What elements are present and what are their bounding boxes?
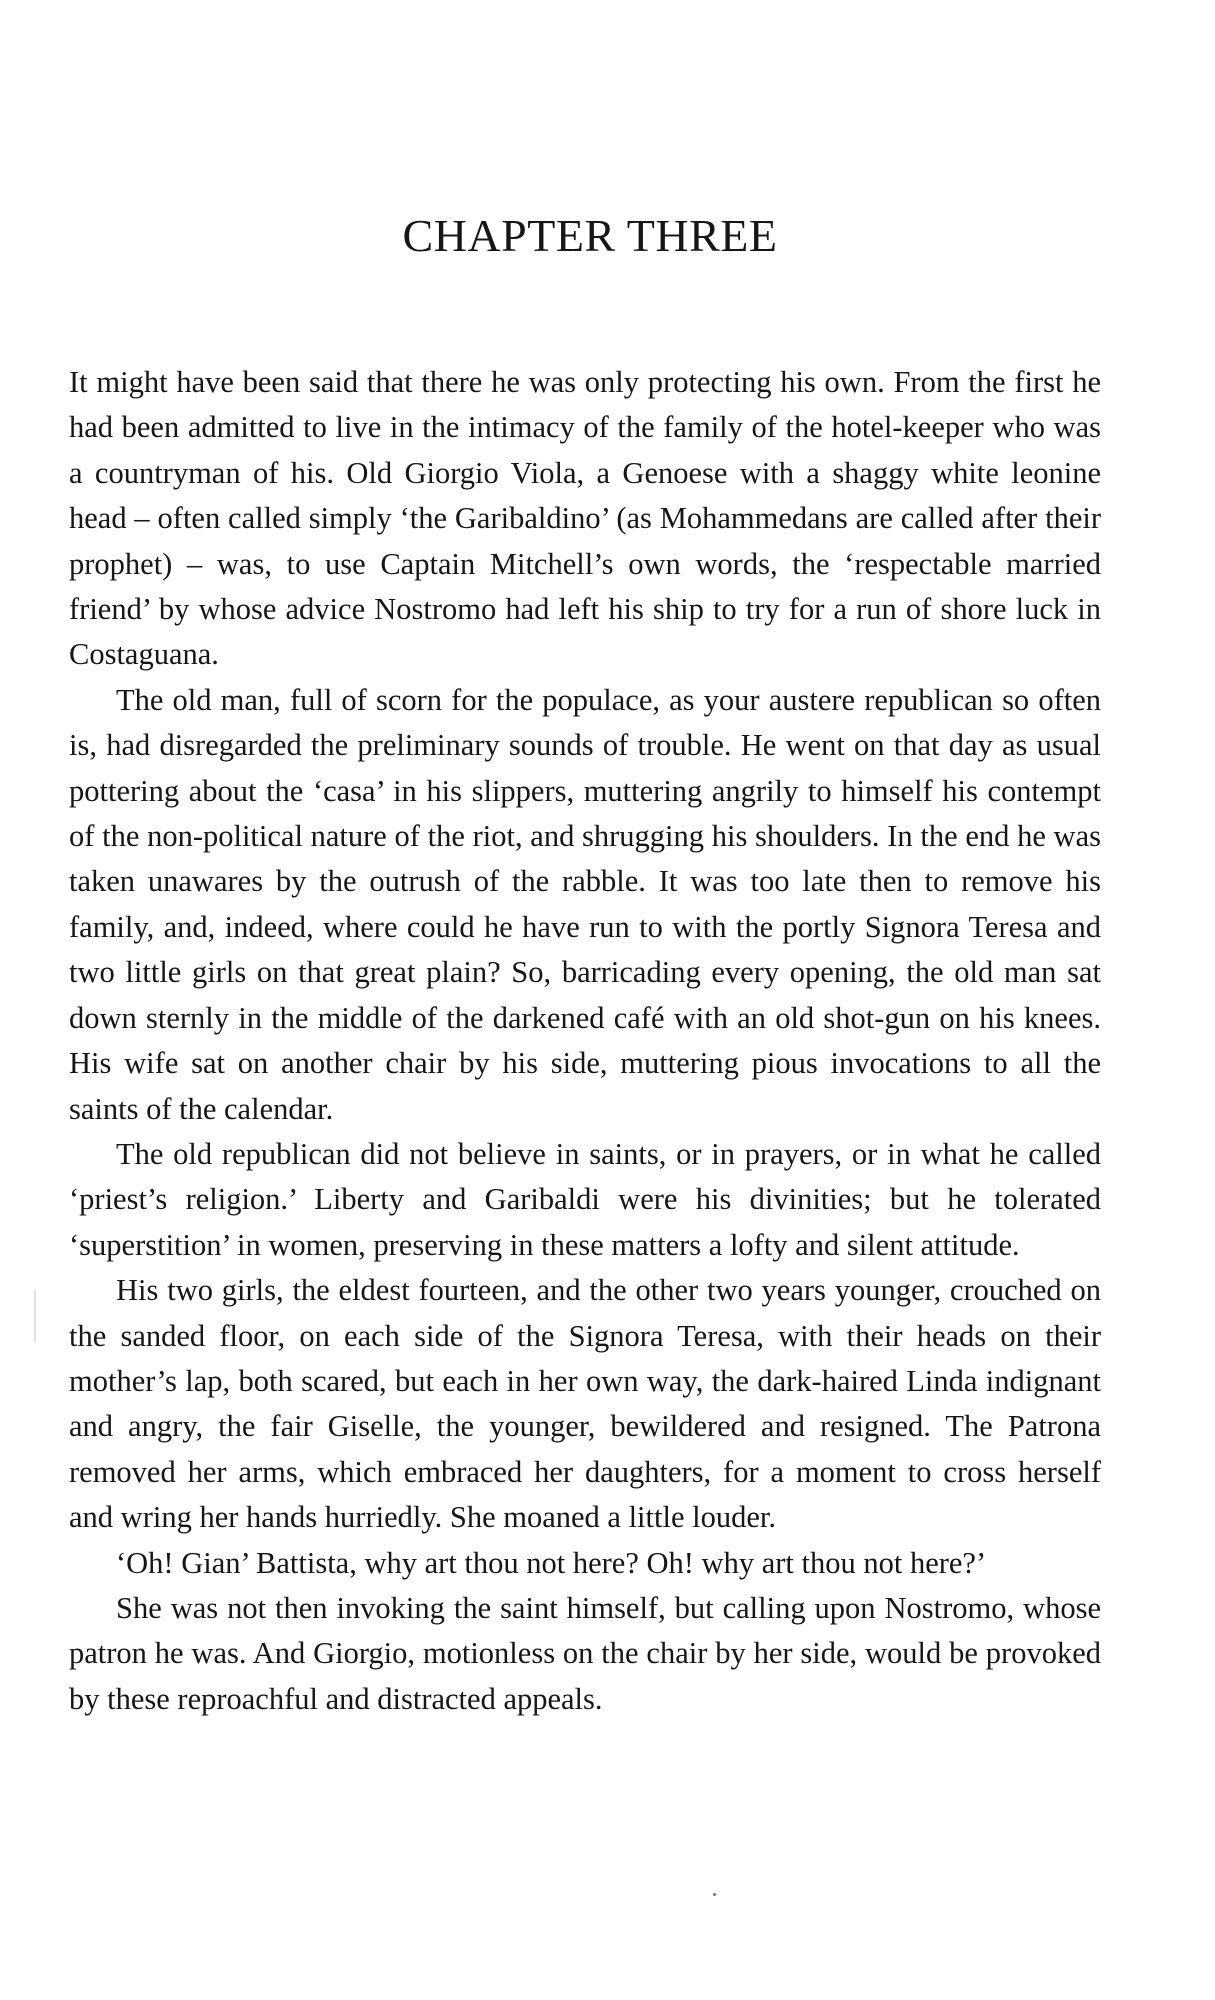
paragraph-3: The old republican did not believe in saints, or in prayers, or in what he called ‘priest’s religion.’ Liberty and Garibaldi were his divinities; but he tolerated ‘superstition’ in women, preserving in these matters a lofty and silent attitude. [69, 1136, 1101, 1262]
chapter-body [69, 360, 1101, 1722]
paragraph-6: She was not then invoking the saint himself, but calling upon Nostromo, whose patron he was. And Giorgio, motionless on the chair by her side, would be provoked by these reproachful and distracted appeals. [69, 1590, 1101, 1716]
paragraph-5: ‘Oh! Gian’ Battista, why art thou not here? Oh! why art thou not here?’ [116, 1545, 987, 1580]
paragraph-1: It might have been said that there he was only protecting his own. From the first he had been admitted to live in the intimacy of the family of the hotel-keeper who was a countryman of his. Old Giorgio Viola, a Genoese with a shaggy white leonine head – often called simply ‘the Garibaldino’ (as Mohammedans are called after their prophet) – was, to use Captain Mitchell’s own words, the ‘respectable married friend’ by whose advice Nostromo had left his ship to try for a run of shore luck in Costaguana. [69, 365, 1101, 672]
scan-speck [713, 1893, 716, 1896]
chapter-title: CHAPTER THREE [402, 210, 778, 261]
scan-edge-mark [34, 1290, 36, 1342]
paragraph-2: The old man, full of scorn for the populace, as your austere republican so often is, had disregarded the preliminary sounds of trouble. He went on that day as usual pottering about the ‘casa’ in his slippers, muttering angrily to himself his contempt of the non-political nature of the riot, and shrugging his shoulders. In the end he was taken unawares by the outrush of the rabble. It was too late then to remove his family, and, indeed, where could he have run to with the portly Signora Teresa and two little girls on that great plain? So, barricading every opening, the old man sat down sternly in the middle of the darkened café with an old shot-gun on his knees. His wife sat on another chair by his side, muttering pious invocations to all the saints of the calendar. [69, 682, 1101, 1126]
paragraph-4: His two girls, the eldest fourteen, and the other two years younger, crouched on the sanded floor, on each side of the Signora Teresa, with their heads on their mother’s lap, both scared, but each in her own way, the dark-haired Linda indignant and angry, the fair Giselle, the younger, bewildered and resigned. The Patrona removed her arms, which embraced her daughters, for a moment to cross herself and wring her hands hurriedly. She moaned a little louder. [69, 1273, 1101, 1535]
